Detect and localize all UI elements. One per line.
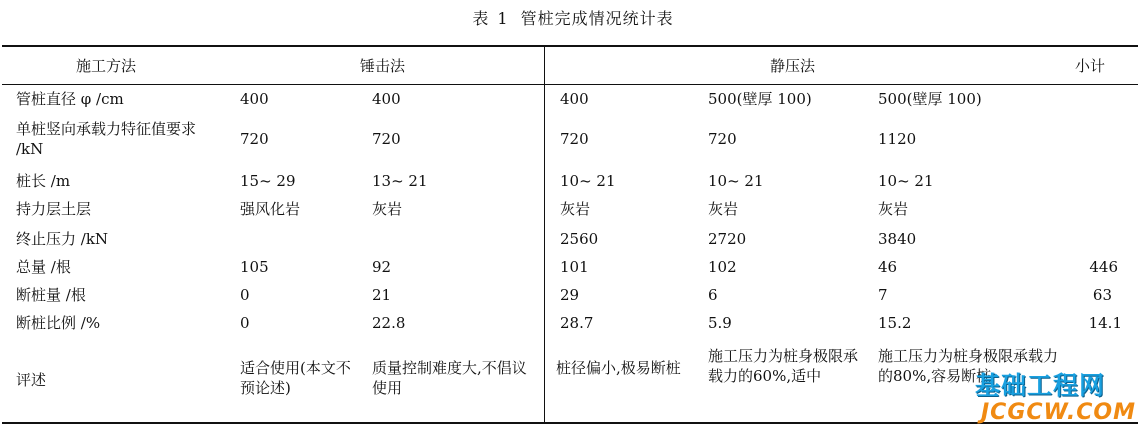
cell: 720 bbox=[560, 130, 589, 148]
cell: 7 bbox=[878, 286, 888, 304]
cell: 10~ 21 bbox=[878, 172, 934, 190]
cell: 105 bbox=[240, 258, 269, 276]
cell: 15~ 29 bbox=[240, 172, 296, 190]
header-static: 静压法 bbox=[770, 57, 816, 75]
row-label: 总量 /根 bbox=[16, 258, 71, 276]
cell: 46 bbox=[878, 258, 898, 276]
table-bottom-rule bbox=[2, 422, 1138, 424]
cell: 适合使用(本文不预论述) bbox=[240, 359, 351, 397]
watermark-title: 基础工程网 bbox=[975, 371, 1106, 400]
cell: 102 bbox=[708, 258, 737, 276]
cell-total: 63 bbox=[1092, 286, 1112, 304]
cell: 桩径偏小,极易断桩 bbox=[556, 359, 681, 377]
cell: 13~ 21 bbox=[372, 172, 428, 190]
row-label: 断桩比例 /% bbox=[16, 314, 101, 332]
header-subtotal: 小计 bbox=[1075, 57, 1106, 75]
cell: 0 bbox=[240, 314, 250, 332]
table-top-rule bbox=[2, 45, 1138, 47]
cell: 720 bbox=[708, 130, 737, 148]
cell: 2720 bbox=[708, 230, 747, 248]
cell: 400 bbox=[240, 90, 269, 108]
cell: 400 bbox=[372, 90, 401, 108]
cell: 5.9 bbox=[708, 314, 732, 332]
cell: 92 bbox=[372, 258, 392, 276]
cell: 21 bbox=[372, 286, 392, 304]
cell: 29 bbox=[560, 286, 580, 304]
header-hammer: 锤击法 bbox=[360, 57, 406, 75]
site-watermark bbox=[975, 366, 1140, 430]
cell: 500(壁厚 100) bbox=[708, 90, 812, 108]
cell: 质量控制难度大,不倡议使用 bbox=[372, 359, 527, 397]
cell: 720 bbox=[240, 130, 269, 148]
cell: 3840 bbox=[878, 230, 917, 248]
cell: 灰岩 bbox=[560, 200, 591, 218]
cell: 101 bbox=[560, 258, 589, 276]
cell: 1120 bbox=[878, 130, 917, 148]
row-label: 断桩量 /根 bbox=[16, 286, 86, 304]
watermark-url: JCGCW.COM bbox=[981, 400, 1136, 425]
cell: 10~ 21 bbox=[560, 172, 616, 190]
cell: 22.8 bbox=[372, 314, 406, 332]
table-divider bbox=[544, 45, 545, 423]
table-caption bbox=[0, 6, 1146, 29]
cell: 灰岩 bbox=[878, 200, 909, 218]
row-label: 桩长 /m bbox=[16, 172, 71, 190]
cell: 0 bbox=[240, 286, 250, 304]
cell: 15.2 bbox=[878, 314, 912, 332]
row-label: 终止压力 /kN bbox=[16, 230, 109, 248]
cell: 2560 bbox=[560, 230, 599, 248]
cell-total: 14.1 bbox=[1088, 314, 1122, 332]
row-label: 单桩竖向承载力特征值要求 /kN bbox=[16, 120, 197, 158]
cell: 28.7 bbox=[560, 314, 594, 332]
cell: 10~ 21 bbox=[708, 172, 764, 190]
caption-title: 管桩完成情况统计表 bbox=[520, 9, 674, 28]
cell-total: 446 bbox=[1089, 258, 1118, 276]
header-method: 施工方法 bbox=[76, 57, 137, 75]
cell: 强风化岩 bbox=[240, 200, 301, 218]
cell: 灰岩 bbox=[372, 200, 403, 218]
table-header-rule bbox=[2, 84, 1138, 85]
cell: 500(壁厚 100) bbox=[878, 90, 982, 108]
caption-number: 1 bbox=[497, 9, 509, 28]
cell: 720 bbox=[372, 130, 401, 148]
cell: 施工压力为桩身极限承载力的80%,容易断桩 bbox=[878, 347, 1059, 385]
cell: 灰岩 bbox=[708, 200, 739, 218]
cell: 施工压力为桩身极限承载力的60%,适中 bbox=[708, 347, 859, 385]
caption-prefix: 表 bbox=[472, 9, 490, 28]
row-label: 评述 bbox=[16, 371, 47, 389]
row-label: 管桩直径 φ /cm bbox=[16, 90, 124, 108]
cell: 6 bbox=[708, 286, 718, 304]
cell: 400 bbox=[560, 90, 589, 108]
row-label: 持力层土层 bbox=[16, 200, 92, 218]
